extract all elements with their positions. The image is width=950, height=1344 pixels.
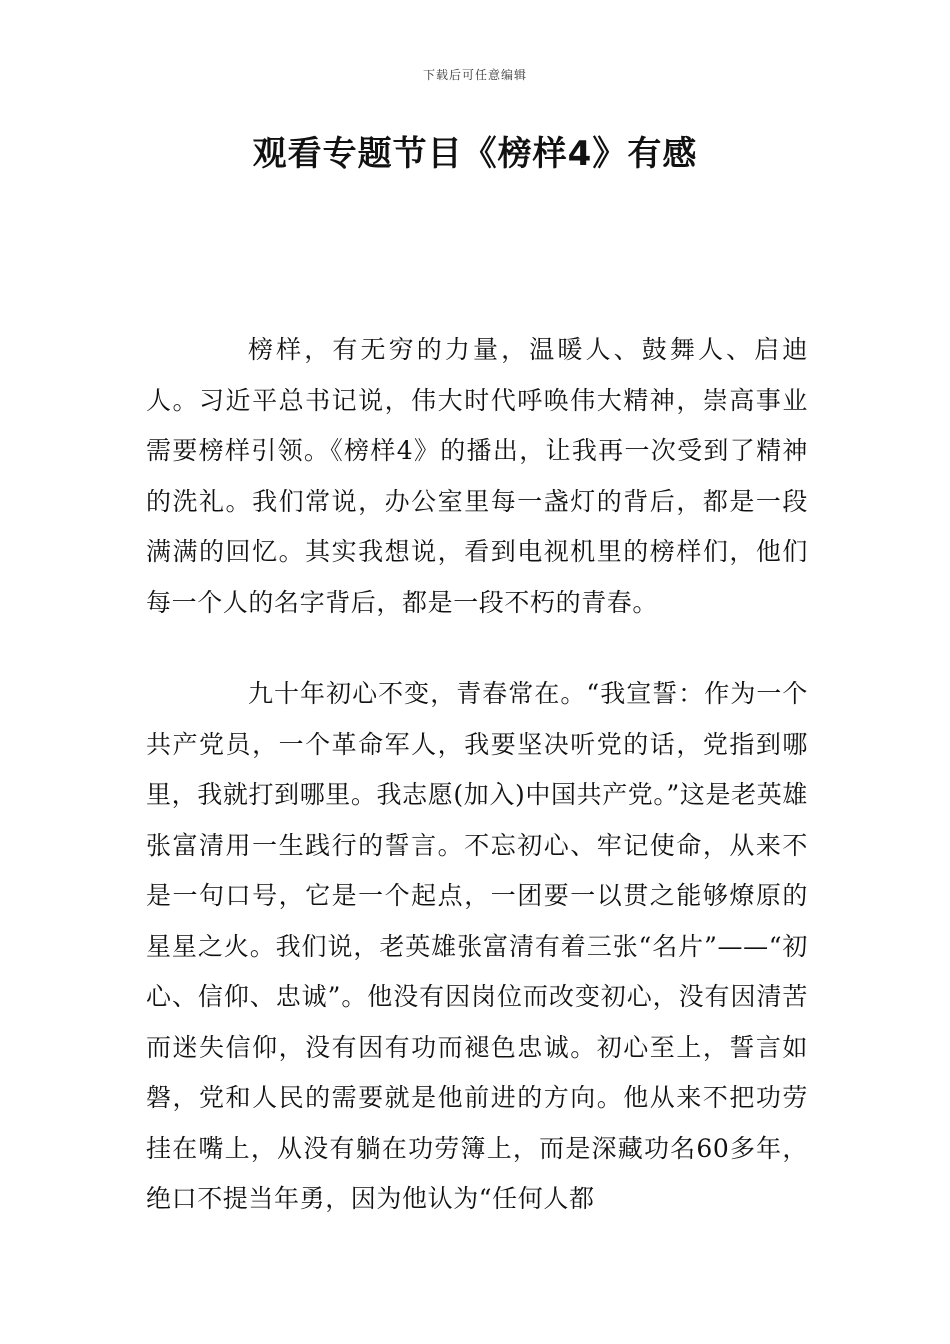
document-title: 观看专题节目《榜样4》有感	[252, 134, 698, 174]
paragraph-1: 榜样，有无穷的力量，温暖人、鼓舞人、启迪人。习近平总书记说，伟大时代呼唤伟大精神，崇高事业需要榜样引领。《榜样4》的播出，让我再一次受到了精神的洗礼。我们常说，办公室里每一盏灯的背后，都是一段满满的回忆。其实我想说，看到电视机里的榜样们，他们每一个人的名字背后，都是一段不朽的青春。	[146, 335, 808, 617]
paragraph-2: 九十年初心不变，青春常在。“我宣誓：作为一个共产党员，一个革命军人，我要坚决听党的话，党指到哪里，我就打到哪里。我志愿(加入)中国共产党。”这是老英雄张富清用一生践行的誓言。不忘初心、牢记使命，从来不是一句口号，它是一个起点，一团要一以贯之能够燎原的星星之火。我们说，老英雄张富清有着三张“名片”——“初心、信仰、忠诚”。他没有因岗位而改变初心，没有因清苦而迷失信仰，没有因有功而褪色忠诚。初心至上，誓言如磐，党和人民的需要就是他前进的方向。他从来不把功劳挂在嘴上，从没有躺在功劳簿上，而是深藏功名60多年，绝口不提当年勇，因为他认为“任何人都	[146, 679, 808, 1213]
header-note: 下载后可任意编辑	[422, 68, 527, 82]
